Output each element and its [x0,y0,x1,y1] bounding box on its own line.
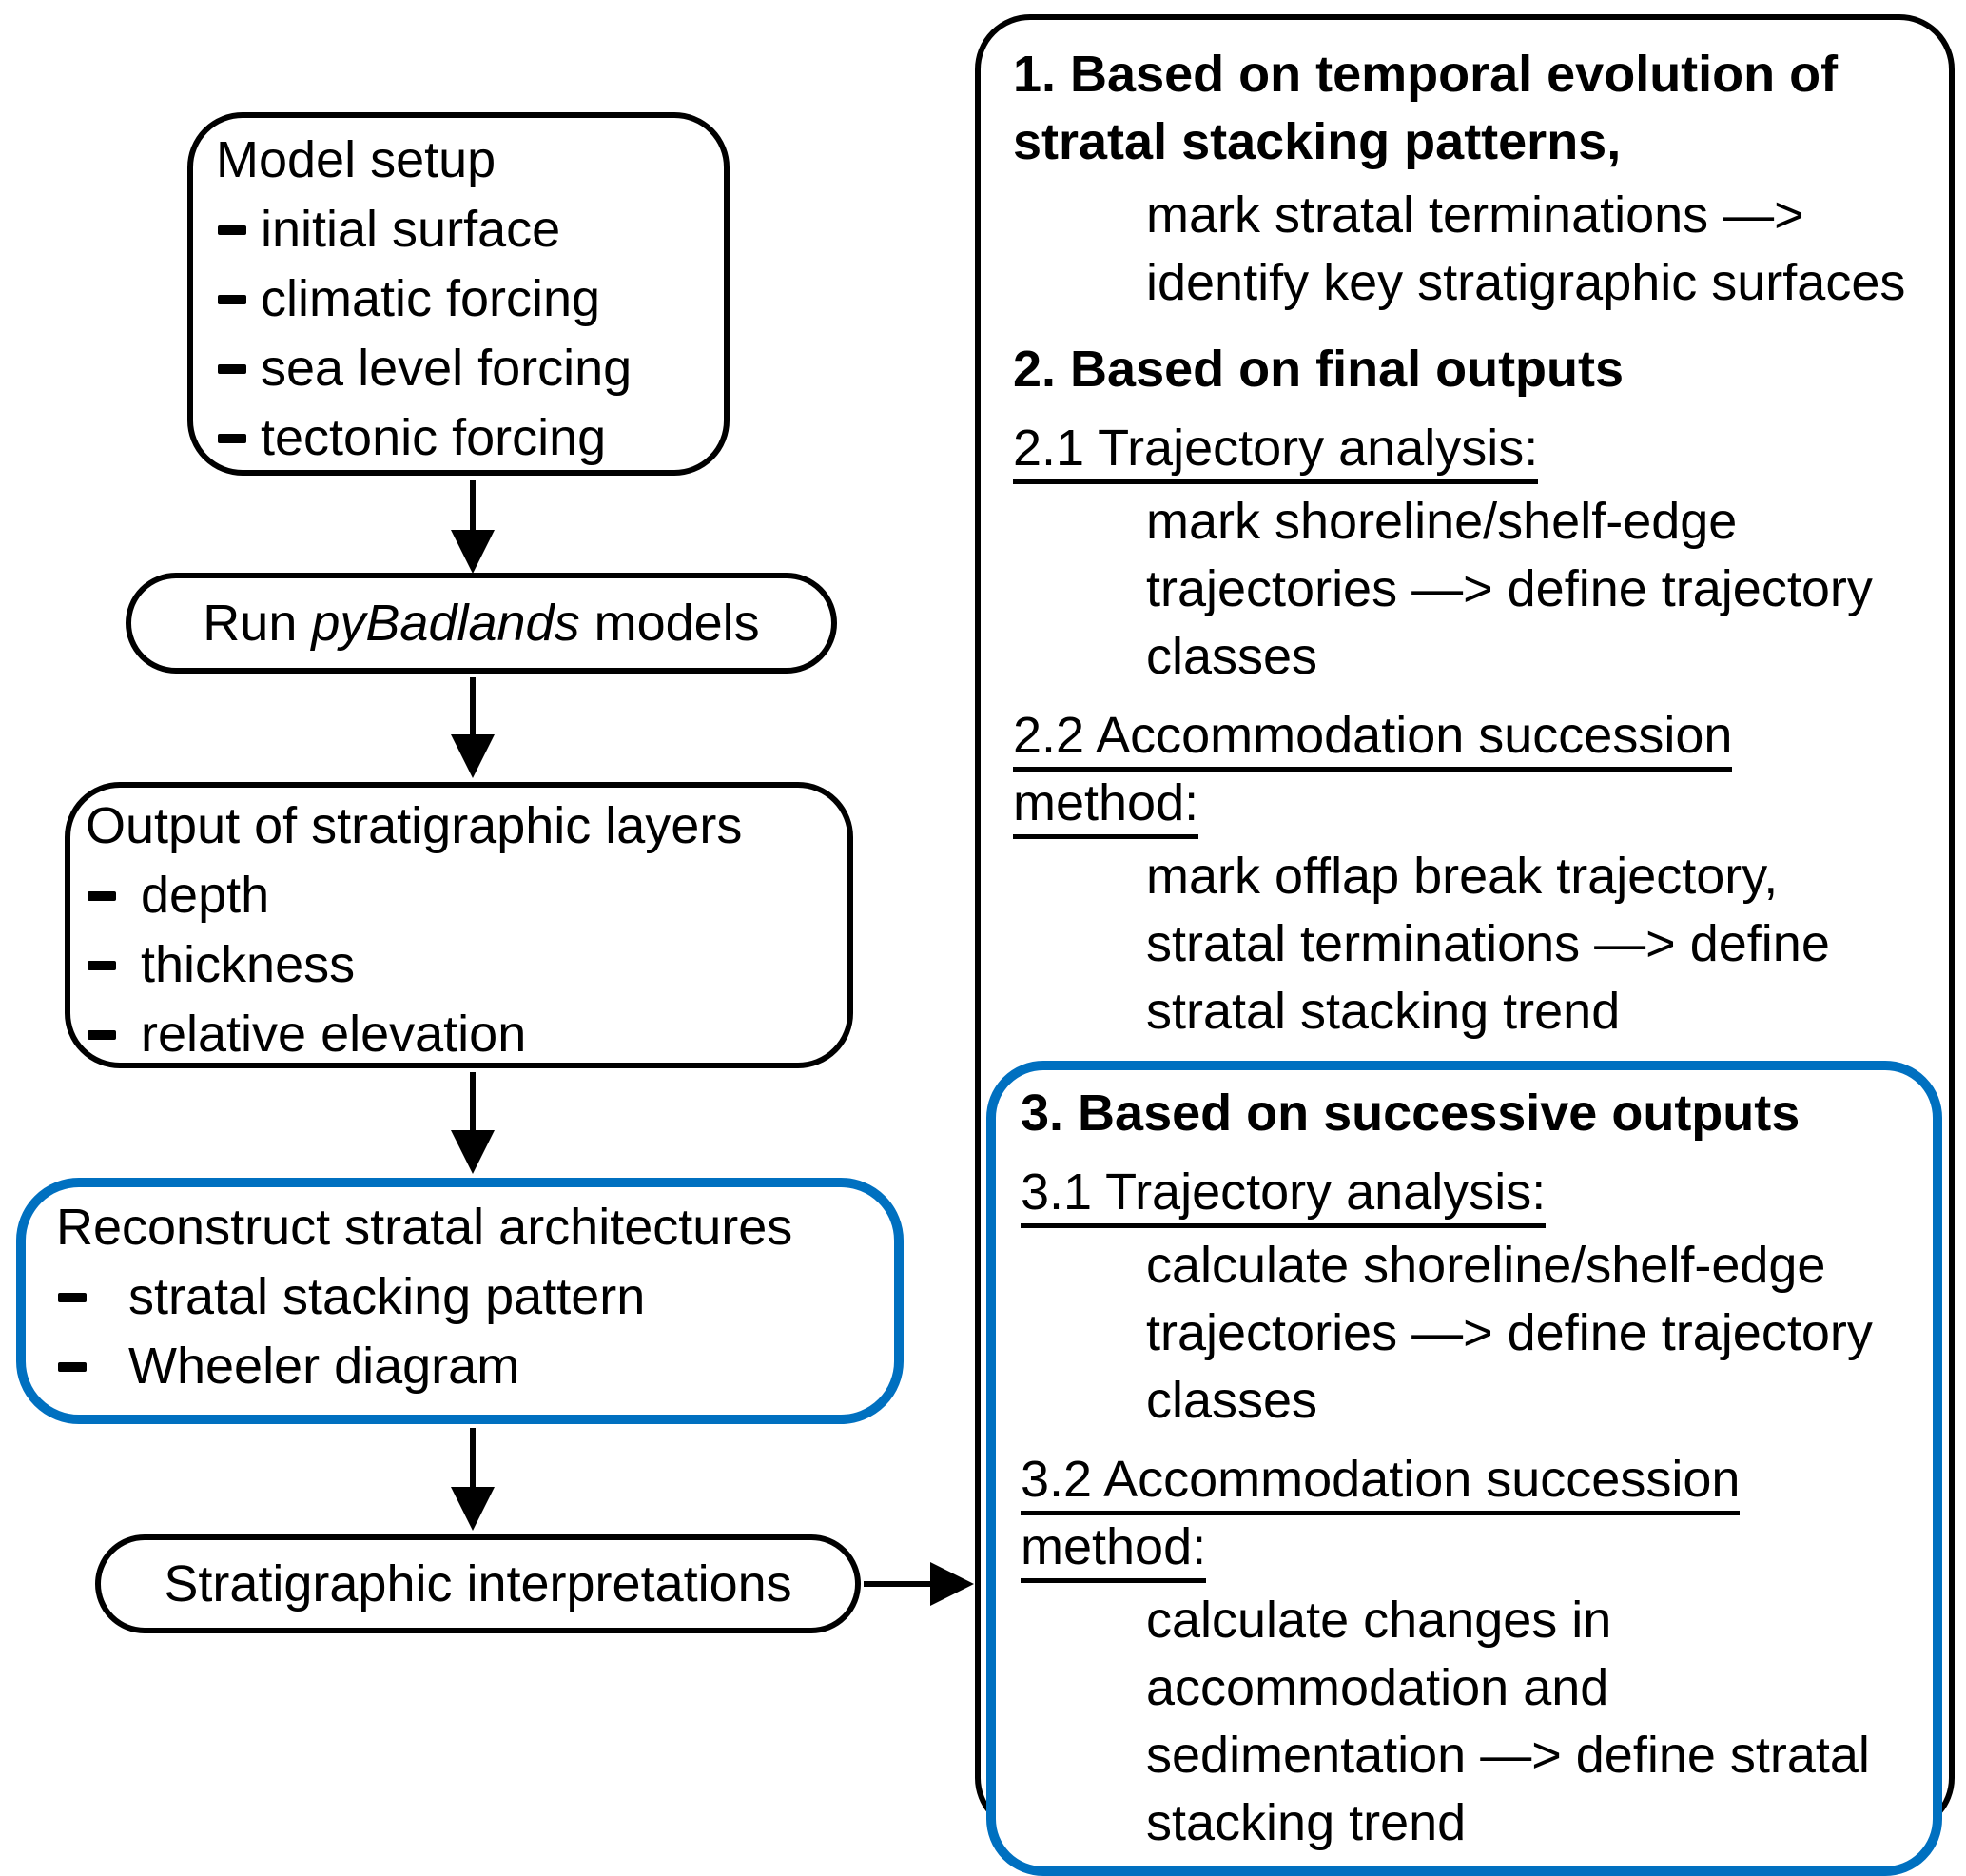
section1-heading: stratal stacking patterns, [1013,113,1622,170]
section1-body: mark stratal terminations —> [1146,186,1804,244]
list-item [56,1332,885,1401]
list-item [216,403,714,473]
interpretation-methods-panel [975,14,1955,1851]
reconstruct-box [16,1178,904,1424]
section2-1-body: trajectories —> define trajectory [1146,560,1873,617]
section2-heading: 2. Based on final outputs [1013,341,1625,398]
output-layers-title: Output of stratigraphic layers [86,797,743,854]
model-setup-box [187,112,730,476]
section3-2-heading: 3.2 Accommodation succession [1021,1446,1921,1514]
section2-2-body: stratal terminations —> define [1146,915,1830,972]
right-arrow [864,1562,974,1606]
dash-bullet-icon [218,434,246,443]
successive-outputs-box [986,1061,1942,1876]
reconstruct-title: Reconstruct stratal architectures [56,1199,793,1256]
arrowhead-icon [451,530,495,574]
model-setup-title: Model setup [216,131,496,188]
list-item [86,1000,838,1069]
dash-bullet-icon [218,364,246,374]
section3-1-heading: 3.1 Trajectory analysis: [1021,1159,1921,1226]
interpretations-pill [95,1534,861,1633]
section2-1-body: mark shoreline/shelf-edge [1146,493,1738,550]
section3-2-body: calculate changes in [1146,1592,1612,1649]
arrowhead-icon [451,734,495,778]
section3-2-heading: method: [1021,1514,1921,1581]
list-item [216,264,714,334]
section2-2-body: stratal stacking trend [1146,983,1621,1040]
section3-2-body: sedimentation —> define stratal [1146,1727,1870,1784]
dash-bullet-icon [58,1293,87,1302]
section3-1-body: calculate shoreline/shelf-edge [1146,1237,1826,1294]
section3-heading: 3. Based on successive outputs [1021,1085,1801,1142]
down-arrow [451,480,495,574]
interpretations-label: Stratigraphic interpretations [164,1555,792,1612]
section2-1-heading: 2.1 Trajectory analysis: [1013,415,1932,482]
list-item [216,334,714,403]
section2-2-heading: method: [1013,770,1932,837]
section3-2-body: accommodation and [1146,1659,1609,1716]
section1-heading: 1. Based on temporal evolution of [1013,46,1839,103]
list-item-label: Wheeler diagram [128,1338,520,1395]
list-item-label: thickness [141,936,356,993]
list-item-label: depth [141,867,270,924]
list-item-label: initial surface [261,201,561,258]
dash-bullet-icon [58,1362,87,1372]
arrowhead-icon [451,1130,495,1174]
pybadlands-italic: pyBadlands [311,595,580,652]
dash-bullet-icon [218,225,246,235]
arrowhead-icon [451,1487,495,1531]
down-arrow [451,1428,495,1531]
section2-2-heading: 2.2 Accommodation succession [1013,702,1932,770]
run-models-pill [126,573,837,674]
list-item [56,1262,885,1332]
dash-bullet-icon [88,1030,116,1040]
list-item-label: relative elevation [141,1006,527,1063]
list-item-label: stratal stacking pattern [128,1268,646,1325]
dash-bullet-icon [218,295,246,304]
section3-1-body: trajectories —> define trajectory [1146,1304,1873,1361]
run-models-label: Run pyBadlands models [203,595,760,652]
arrowhead-icon [930,1562,974,1606]
section2-2-body: mark offlap break trajectory, [1146,848,1779,905]
section2-1-body: classes [1146,628,1318,685]
list-item-label: climatic forcing [261,270,601,327]
down-arrow [451,677,495,778]
list-item-label: sea level forcing [261,340,633,397]
list-item-label: tectonic forcing [261,409,607,466]
list-item [216,195,714,264]
dash-bullet-icon [88,891,116,901]
list-item [86,930,838,1000]
list-item [86,861,838,930]
section3-2-body: stacking trend [1146,1794,1467,1851]
down-arrow [451,1072,495,1174]
section1-body: identify key stratigraphic surfaces [1146,254,1906,311]
output-layers-box [65,782,853,1068]
dash-bullet-icon [88,961,116,970]
section3-1-body: classes [1146,1372,1318,1429]
